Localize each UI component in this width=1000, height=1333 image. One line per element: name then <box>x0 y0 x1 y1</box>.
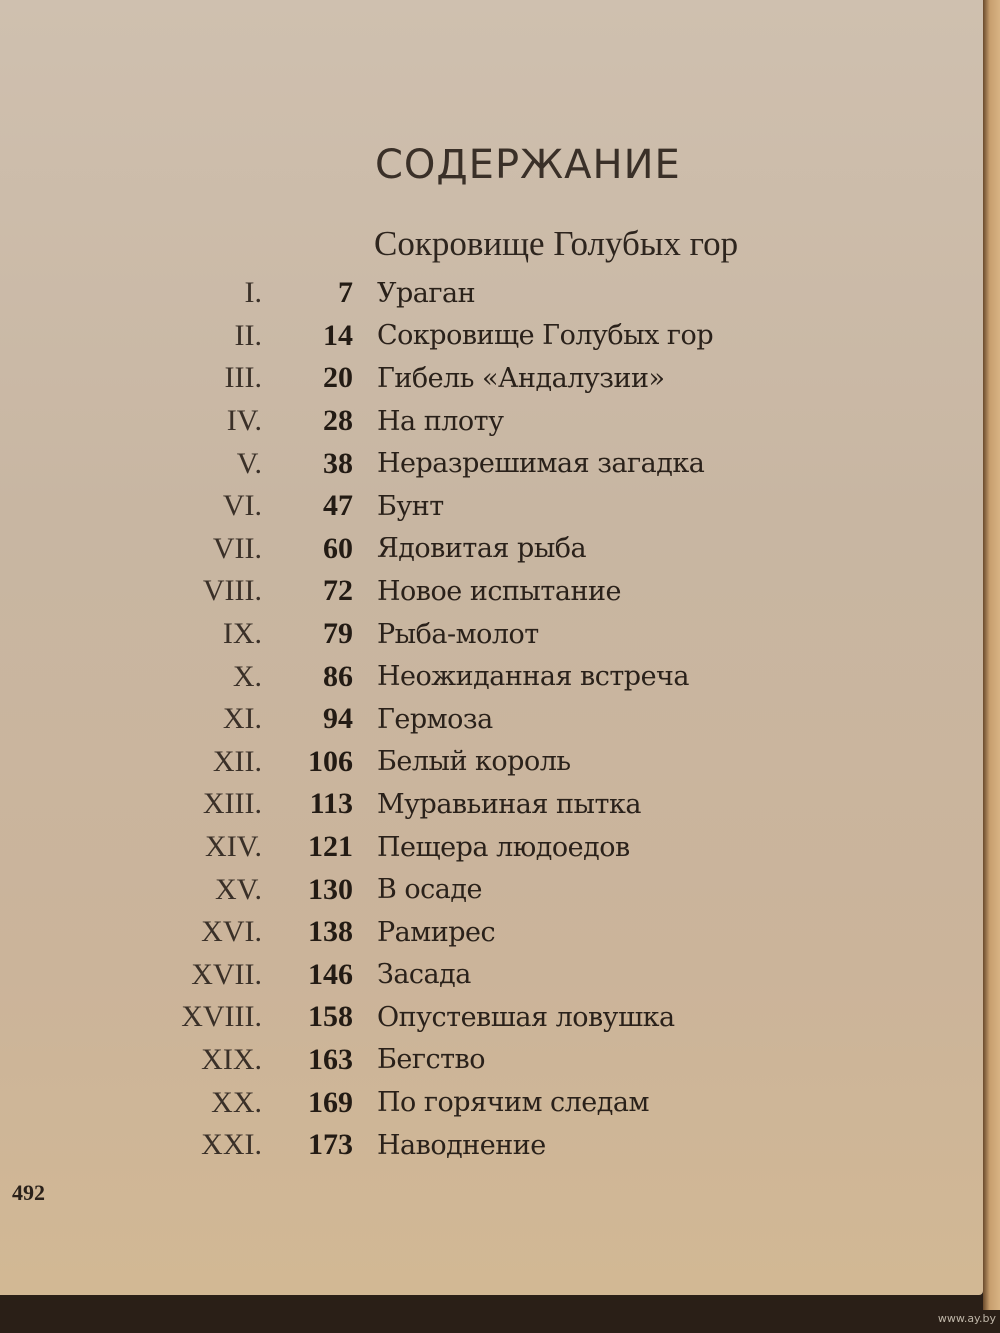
toc-entry <box>150 528 750 571</box>
toc-entry <box>150 868 750 911</box>
toc-entry <box>150 954 750 997</box>
toc-entry <box>150 1039 750 1082</box>
watermark: www.ay.by <box>937 1312 996 1325</box>
chapter-number: VIII. <box>202 574 262 608</box>
chapter-title: Засада <box>377 959 471 991</box>
chapter-number: XII. <box>212 744 262 778</box>
page-edge <box>983 0 1000 1310</box>
page-ref: 121 <box>308 830 353 864</box>
chapter-number: XXI. <box>201 1128 262 1162</box>
section-title: Сокровище Голубых гор <box>374 224 739 263</box>
page-ref: 38 <box>323 446 353 480</box>
toc-entry <box>150 741 750 784</box>
toc-entry <box>150 911 750 954</box>
chapter-number: X. <box>232 659 262 693</box>
chapter-title: Муравьиная пытка <box>377 788 641 820</box>
chapter-title: Бегство <box>377 1044 485 1076</box>
page-ref: 158 <box>308 1000 353 1034</box>
toc-entry <box>150 400 750 443</box>
toc-entry <box>150 783 750 826</box>
chapter-title: Рамирес <box>377 916 496 948</box>
chapter-number: XIV. <box>205 830 262 864</box>
chapter-title: По горячим следам <box>377 1087 650 1119</box>
chapter-number: XIX. <box>201 1042 262 1076</box>
chapter-title: Рыба-молот <box>377 618 539 650</box>
toc-entry <box>150 1081 750 1124</box>
toc-entry <box>150 442 750 485</box>
toc-entry <box>150 613 750 656</box>
chapter-number: III. <box>224 361 262 395</box>
page-ref: 163 <box>308 1042 353 1076</box>
chapter-title: Пещера людоедов <box>377 831 630 863</box>
chapter-title: Ураган <box>377 277 476 309</box>
toc-entry <box>150 996 750 1039</box>
chapter-title: Ядовитая рыба <box>377 533 587 565</box>
toc-entry <box>150 357 750 400</box>
chapter-title: Сокровище Голубых гор <box>377 320 714 352</box>
chapter-number: V. <box>236 446 262 480</box>
chapter-title: Неразрешимая загадка <box>377 448 705 480</box>
page-ref: 146 <box>308 957 353 991</box>
chapter-number: I. <box>244 276 262 310</box>
toc-entry <box>150 1124 750 1167</box>
toc-entry <box>150 826 750 869</box>
chapter-number: VI. <box>222 489 262 523</box>
toc-entry <box>150 570 750 613</box>
chapter-title: На плоту <box>377 405 504 437</box>
chapter-number: IV. <box>226 404 262 438</box>
chapter-number: XVIII. <box>181 1000 262 1034</box>
page-ref: 173 <box>308 1128 353 1162</box>
page-ref: 169 <box>308 1085 353 1119</box>
chapter-number: XIII. <box>202 787 262 821</box>
chapter-title: Бунт <box>377 490 444 522</box>
chapter-number: XI. <box>222 702 262 736</box>
toc-entry <box>150 315 750 358</box>
chapter-title: Опустевшая ловушка <box>377 1001 675 1033</box>
chapter-title: Новое испытание <box>377 575 621 607</box>
page-ref: 47 <box>323 489 353 523</box>
chapter-title: Неожиданная встреча <box>377 661 690 693</box>
chapter-number: XV. <box>215 872 262 906</box>
chapter-number: IX. <box>222 617 262 651</box>
contents-heading: СОДЕРЖАНИЕ <box>375 142 681 188</box>
chapter-title: Белый король <box>377 746 571 778</box>
chapter-number: XVI. <box>201 915 262 949</box>
chapter-title: В осаде <box>377 874 483 906</box>
page-number: 492 <box>12 1180 45 1205</box>
page-ref: 138 <box>308 915 353 949</box>
page-ref: 60 <box>323 531 353 565</box>
page-ref: 130 <box>308 872 353 906</box>
toc-entry <box>150 485 750 528</box>
page-ref: 7 <box>338 276 353 310</box>
chapter-number: VII. <box>212 531 262 565</box>
chapter-number: XX. <box>211 1085 262 1119</box>
chapter-number: II. <box>234 318 262 352</box>
toc-entry <box>150 655 750 698</box>
page-ref: 94 <box>323 702 353 736</box>
page-ref: 113 <box>309 787 353 821</box>
page-ref: 106 <box>308 744 353 778</box>
table-of-contents <box>150 272 750 1166</box>
chapter-title: Наводнение <box>377 1129 546 1161</box>
toc-entry <box>150 698 750 741</box>
page-ref: 79 <box>323 617 353 651</box>
page-ref: 28 <box>323 404 353 438</box>
page-ref: 20 <box>323 361 353 395</box>
chapter-title: Гермоза <box>377 703 493 735</box>
chapter-number: XVII. <box>191 957 262 991</box>
page-ref: 14 <box>323 318 353 352</box>
chapter-title: Гибель «Андалузии» <box>377 362 665 394</box>
page-ref: 86 <box>323 659 353 693</box>
page-ref: 72 <box>323 574 353 608</box>
toc-entry <box>150 272 750 315</box>
